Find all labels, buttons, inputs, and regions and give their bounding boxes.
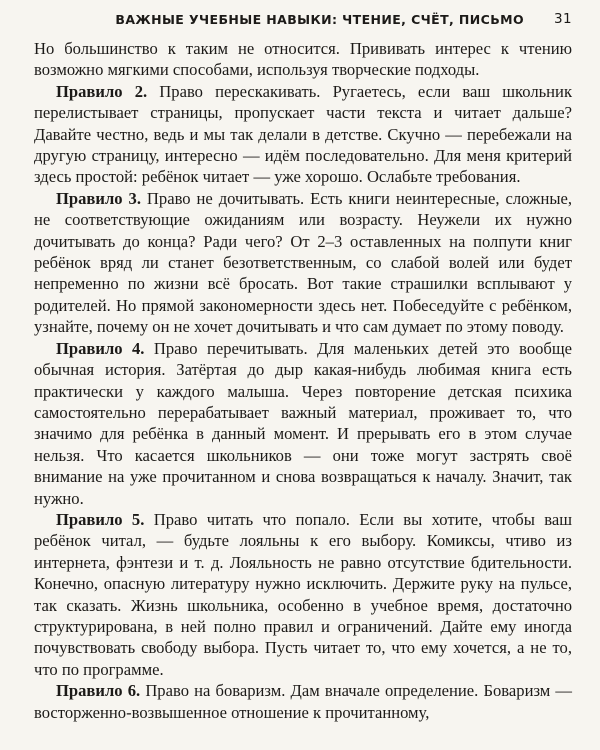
paragraph-rule-6 [34,680,572,723]
paragraph-text: Но большинство к таким не относится. Прививать интерес к чтению возможно мягкими способами, используя творческие подходы. [34,39,572,80]
paragraph-intro [34,38,572,81]
paragraph-rule-5 [34,509,572,680]
rule-title: Правило 5. [56,509,145,529]
paragraph-text: Право читать что попало. Если вы хотите, чтобы ваш ребёнок читал, — будьте лояльны к его выбору. Комиксы, чтиво из интернета, фэнтези и т. д. Лояльность не равно отсутствие бдительности. Конечно, опасную литературу нужно исключить. Держите руку на пульсе, так сказать. Жизнь школьника, особенно в учебное время, достаточно структурирована, в ней полно правил и ограничений. Дайте ему иногда почувствовать свободу выбора. Пусть читает то, что ему хочется, а не то, что по программе. [34,509,573,679]
body-text [34,38,572,723]
paragraph-text: Право на боваризм. Дам вначале определение. Боваризм — восторженно-возвышенное отношение к прочитанному, [34,681,573,722]
paragraph-rule-3 [34,188,572,338]
page-number: 31 [554,11,572,27]
rule-title: Правило 3. [56,188,141,208]
paragraph-text: Право перескакивать. Ругаетесь, если ваш школьник перелистывает страницы, пропускает части текста и читает дальше? Давайте честно, ведь и мы так делали в детстве. Скучно — перебежали на другую страницу, интересно — идём последовательно. Для меня критерий здесь простой: ребёнок читает — уже хорошо. Ослабьте требования. [34,81,573,187]
rule-title: Правило 4. [56,338,145,358]
paragraph-text: Право не дочитывать. Есть книги неинтересные, сложные, не соответствующие ожиданиям или возрасту. Неужели их нужно дочитывать до конца? Ради чего? От 2–3 оставленных на полпути книг ребёнок вряд ли станет безответственным, со слабой волей или будет непременно по жизни всё бросать. Вот такие страшилки всплывают у родителей. Но прямой закономерности здесь нет. Побеседуйте с ребёнком, узнайте, почему он не хочет дочитывать и что сам думает по этому поводу. [34,188,572,337]
running-header [34,6,572,32]
paragraph-text: Право перечитывать. Для маленьких детей это вообще обычная история. Затёртая до дыр какая-нибудь любимая книга есть практически у каждого малыша. Через повторение детская психика самостоятельно перерабатывает важный материал, проживает то, что значимо для ребёнка в данный момент. И прерывать его в этом случае нельзя. Что касается школьников — они тоже могут застрять своё внимание на уже прочитанном и снова возвращаться к началу. Значит, так нужно. [34,338,572,508]
running-title: ВАЖНЫЕ УЧЕБНЫЕ НАВЫКИ: ЧТЕНИЕ, СЧЁТ, ПИСЬМО [115,11,525,27]
paragraph-rule-4 [34,338,572,509]
rule-title: Правило 2. [56,81,148,101]
rule-title: Правило 6. [56,681,141,701]
paragraph-rule-2 [34,81,572,188]
